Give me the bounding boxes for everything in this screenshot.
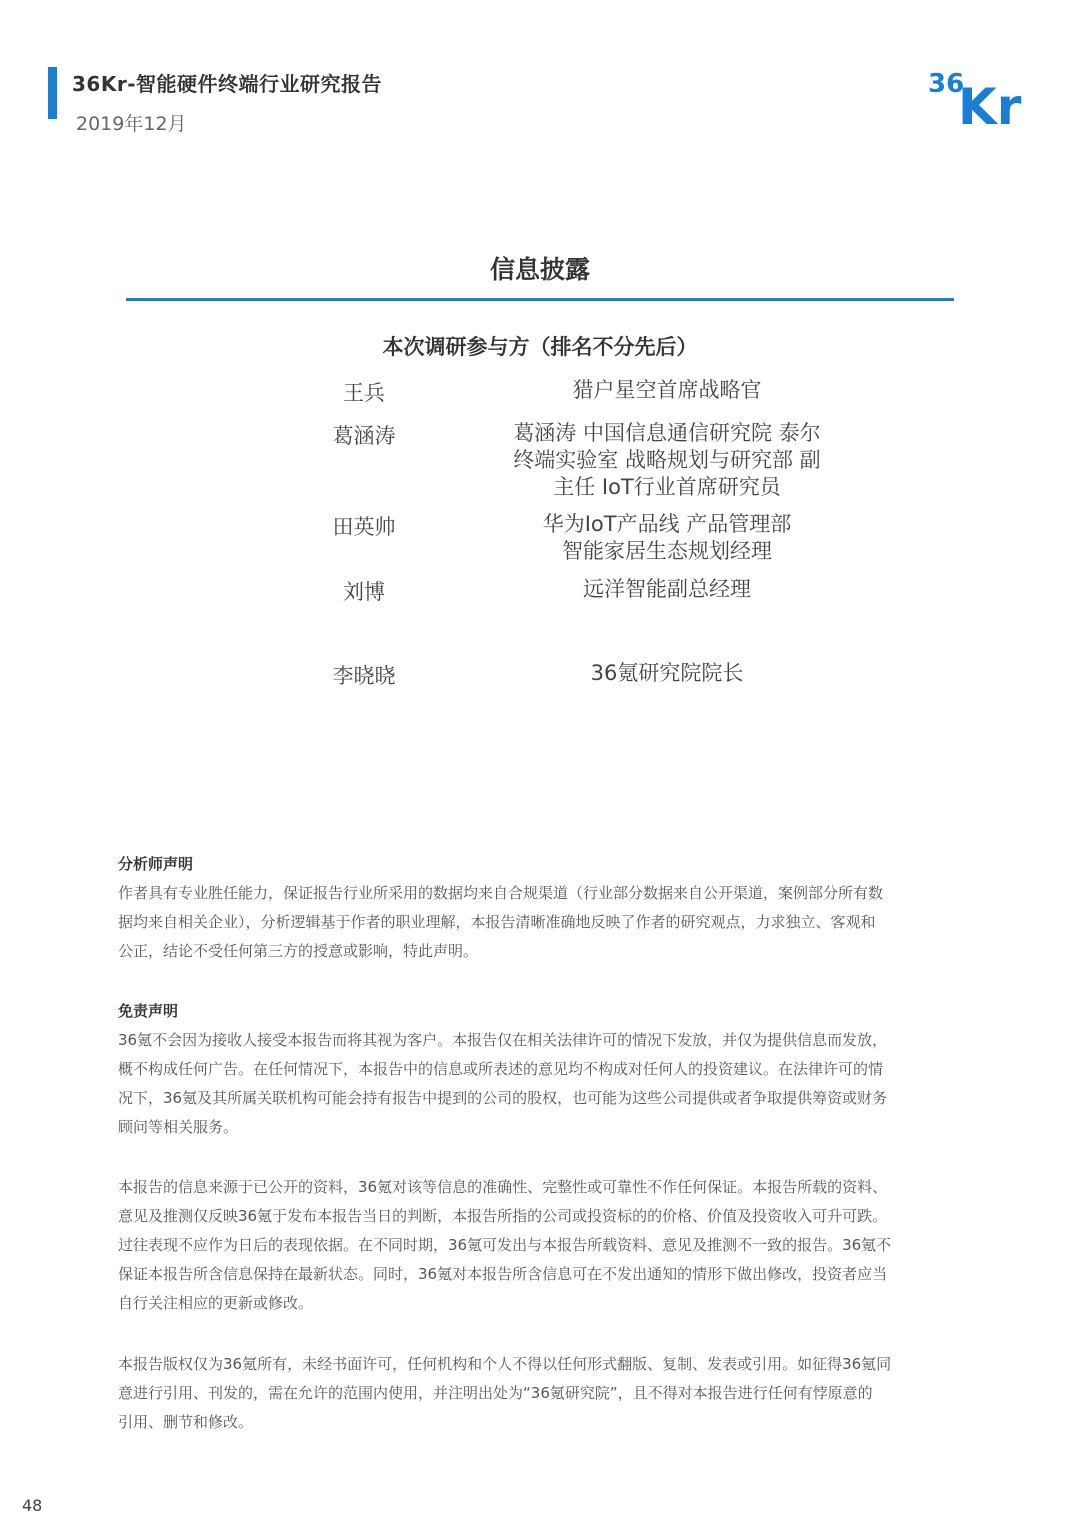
- participant-name: 田英帅: [332, 515, 396, 539]
- text-line: 公正，结论不受任何第三方的授意或影响，特此声明。: [118, 942, 479, 960]
- text-line: 作者具有专业胜任能力，保证报告行业所采用的数据均来自合规渠道（行业部分数据来自公开渠道，案例部分所有数: [118, 884, 884, 902]
- disclaimer-heading: 免责声明: [118, 1002, 179, 1020]
- participant-role: [487, 420, 847, 501]
- participant-role: [487, 377, 847, 404]
- 36kr-logo: [928, 64, 1032, 130]
- text-line: 本报告的信息来源于已公开的资料，36氪对该等信息的准确性、完整性或可靠性不作任何保证。本报告所载的资料、: [118, 1178, 888, 1196]
- participant-name: 李晓晓: [332, 664, 396, 688]
- text-line: 引用、删节和修改。: [118, 1413, 254, 1431]
- report-title: 36Kr-智能硬件终端行业研究报告: [72, 72, 382, 96]
- text-line: 意进行引用、刊发的，需在允许的范围内使用，并注明出处为“36氪研究院”，且不得对本报告进行任何有悖原意的: [118, 1384, 873, 1402]
- role-line: 主任 IoT行业首席研究员: [553, 475, 781, 499]
- participant-role: [487, 511, 847, 565]
- text-line: 过往表现不应作为日后的表现依据。在不同时期，36氪可发出与本报告所载资料、意见及推测不一致的报告。36氪不: [118, 1236, 892, 1254]
- header-accent-bar: [48, 67, 57, 119]
- text-line: 据均来自相关企业），分析逻辑基于作者的职业理解，本报告清晰准确地反映了作者的研究观点，力求独立、客观和: [118, 913, 876, 931]
- analyst-statement-heading: 分析师声明: [118, 855, 194, 873]
- role-line: 华为IoT产品线 产品管理部: [542, 512, 792, 536]
- text-line: 概不构成任何广告。在任何情况下，本报告中的信息或所表述的意见均不构成对任何人的投资建议。在法律许可的情: [118, 1060, 884, 1078]
- role-line: 终端实验室 战略规划与研究部 副: [513, 448, 821, 472]
- disclaimer-paragraph: [118, 1173, 964, 1318]
- logo-text-large: Kr: [958, 78, 1022, 130]
- text-line: 意见及推测仅反映36氪于发布本报告当日的判断，本报告所指的公司或投资标的的价格、价值及投资收入可升可跌。: [118, 1207, 888, 1225]
- role-line: 猎户星空首席战略官: [572, 378, 762, 402]
- participant-name: 葛涵涛: [332, 424, 396, 448]
- page-number: 48: [22, 1496, 43, 1515]
- disclaimer-paragraph: [118, 1350, 964, 1437]
- text-line: 况下，36氪及其所属关联机构可能会持有报告中提到的公司的股权，也可能为这些公司提供或者争取提供筹资或财务: [118, 1089, 888, 1107]
- role-line: 远洋智能副总经理: [583, 577, 751, 601]
- report-date: 2019年12月: [76, 113, 187, 135]
- logo-text-small: 36: [928, 69, 965, 99]
- participant-role: [487, 576, 847, 603]
- participant-role: [487, 660, 847, 687]
- participant-name: 王兵: [343, 381, 385, 405]
- role-line: 智能家居生态规划经理: [562, 539, 772, 563]
- role-line: 36氪研究院院长: [590, 661, 744, 685]
- section-title: 信息披露: [489, 255, 590, 284]
- title-divider: [126, 298, 954, 301]
- disclaimer: [118, 997, 964, 1142]
- text-line: 自行关注相应的更新或修改。: [118, 1294, 314, 1312]
- participants-heading: 本次调研参与方（排名不分先后）: [382, 335, 698, 359]
- role-line: 葛涵涛 中国信息通信研究院 泰尔: [513, 421, 821, 445]
- text-line: 36氪不会因为接收人接受本报告而将其视为客户。本报告仅在相关法律许可的情况下发放，并仅为提供信息而发放，: [118, 1031, 888, 1049]
- text-line: 顾问等相关服务。: [118, 1118, 239, 1136]
- participant-name: 刘博: [343, 580, 385, 604]
- text-line: 保证本报告所含信息保持在最新状态。同时，36氪对本报告所含信息可在不发出通知的情形下做出修改，投资者应当: [118, 1265, 888, 1283]
- text-line: 本报告版权仅为36氪所有，未经书面许可，任何机构和个人不得以任何形式翻版、复制、发表或引用。如征得36氪同: [118, 1355, 892, 1373]
- analyst-statement: [118, 850, 964, 966]
